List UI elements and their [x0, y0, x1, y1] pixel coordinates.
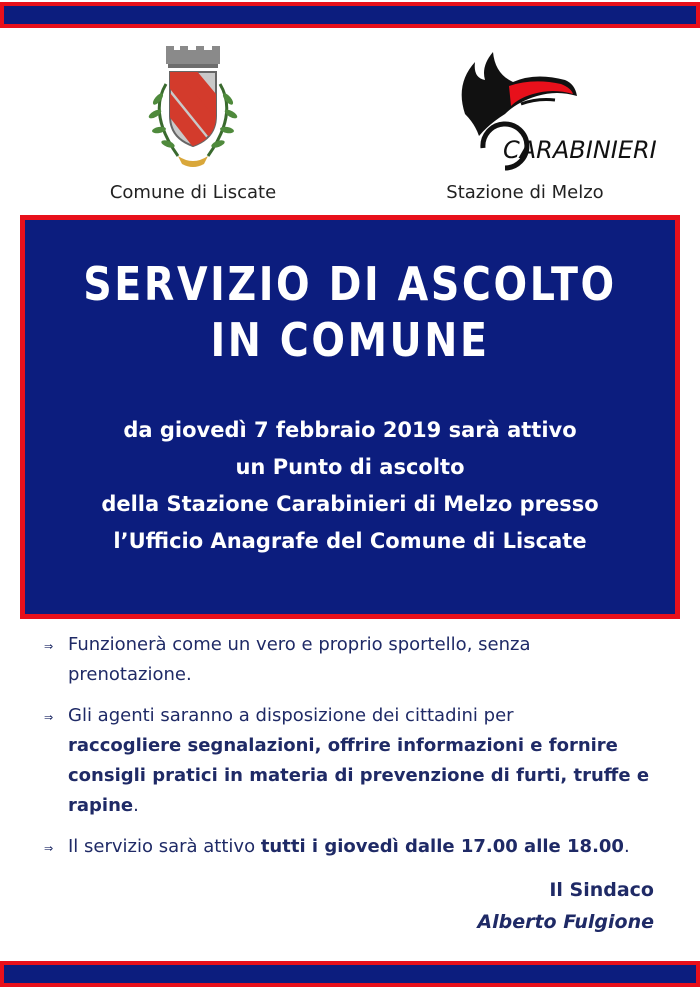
bottom-band [0, 961, 700, 987]
info-list [44, 630, 664, 873]
arrow-right-icon: ⇒ [44, 842, 54, 855]
comune-logo-block [73, 44, 313, 203]
sub-line-3: della Stazione Carabinieri di Melzo presso [101, 492, 599, 516]
list-item: ⇒ Gli agenti saranno a disposizione dei cittadini per raccogliere segnalazioni, offrire informazioni e fornire consigli pratici in materia di prevenzione di furti, truffe e rapine. [44, 705, 650, 816]
stazione-caption: Stazione di Melzo [446, 182, 604, 203]
sub-line-2: un Punto di ascolto [235, 455, 465, 479]
list-item: ⇒ Il servizio sarà attivo tutti i giovedì dalle 17.00 alle 18.00. [44, 832, 664, 862]
announcement-panel [20, 215, 680, 619]
signature-name: Alberto Fulgione [477, 911, 654, 933]
sub-line-4: l’Ufficio Anagrafe del Comune di Liscate [113, 529, 587, 553]
headline [71, 256, 630, 368]
carabinieri-logo-text: CARABINIERI [503, 136, 657, 164]
comune-caption: Comune di Liscate [109, 182, 277, 203]
headline-line-2: IN COMUNE [210, 313, 490, 367]
list-item: ⇒ Funzionerà come un vero e proprio sportello, senza prenotazione. [44, 634, 531, 685]
announcement-text [25, 412, 675, 560]
top-band [0, 2, 700, 28]
carabinieri-logo-block [405, 44, 657, 203]
headline-line-1: SERVIZIO DI ASCOLTO [83, 257, 617, 311]
arrow-right-icon: ⇒ [44, 640, 54, 653]
sub-line-1: da giovedì 7 febbraio 2019 sarà attivo [123, 418, 577, 442]
signature-title: Il Sindaco [549, 879, 654, 901]
carabinieri-logo-icon [405, 44, 657, 174]
arrow-right-icon: ⇒ [44, 711, 54, 724]
coat-of-arms-icon [73, 44, 313, 174]
signature [477, 874, 654, 938]
